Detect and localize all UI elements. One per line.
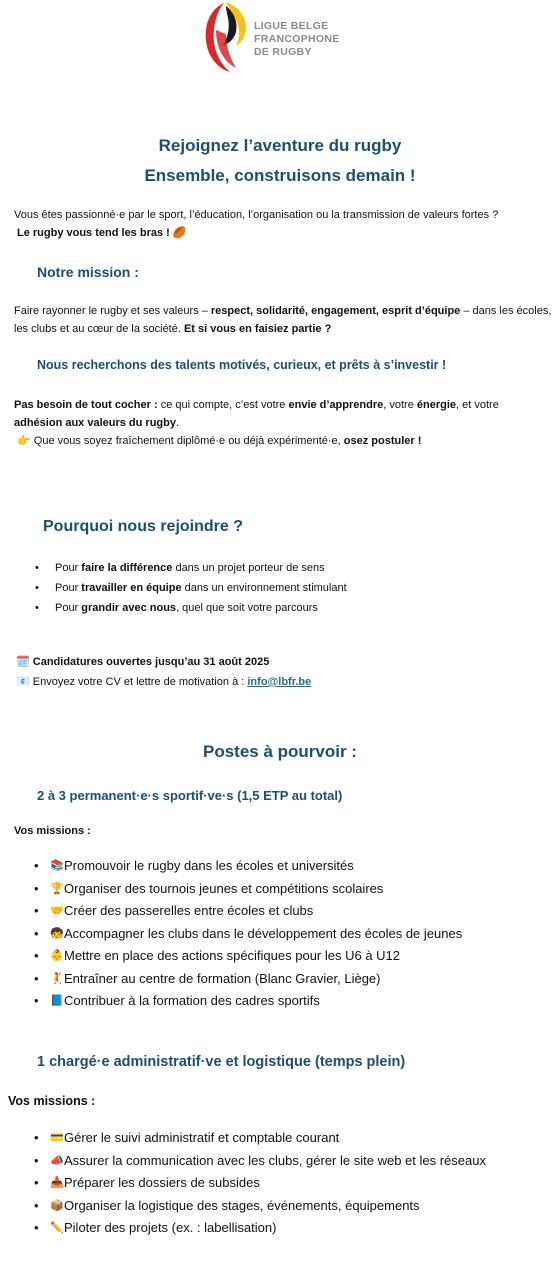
talents-text-2: , votre — [383, 399, 417, 411]
envelope-icon: 📧 — [16, 676, 30, 688]
talents-text-4: . — [176, 417, 180, 429]
job1-mission-item — [12, 900, 552, 923]
rugby-ball-icon: 🏉 — [172, 227, 187, 239]
megaphone-icon: 📣 — [50, 1154, 64, 1167]
why-item-post: dans un projet porteur de sens — [172, 562, 325, 574]
talents-title: Nous recherchons des talents motivés, curieux, et prêts à s’investir ! — [37, 358, 447, 372]
credit-card-icon: 💳 — [50, 1132, 64, 1144]
email-link[interactable]: info@lbfr.be — [247, 676, 312, 688]
job1-mission-text: Accompagner les clubs dans le développement des écoles de jeunes — [64, 925, 463, 941]
job1-mission-item — [12, 968, 552, 991]
logo-line-2: FRANCOPHONE — [254, 33, 340, 45]
pointing-hand-icon: 👉 — [17, 435, 31, 447]
job1-mission-item — [12, 990, 552, 1013]
intro-text — [14, 206, 554, 242]
why-item — [13, 578, 553, 598]
books-icon: 📚 — [50, 860, 64, 872]
blue-book-icon: 📘 — [50, 995, 64, 1007]
bullet: • — [34, 970, 39, 986]
job1-mission-text: Entraîner au centre de formation (Blanc Gravier, Liège) — [64, 970, 381, 986]
handshake-icon: 🤝 — [50, 905, 64, 917]
job2-mission-item — [12, 1150, 552, 1173]
mission-title: Notre mission : — [37, 264, 139, 280]
job1-title: 2 à 3 permanent·e·s sportif·ve·s (1,5 ETP au total) — [37, 788, 343, 803]
job1-mission-text: Créer des passerelles entre écoles et clubs — [64, 903, 314, 918]
calendar-icon: 🗓️ — [16, 656, 30, 668]
talents-bold-3: énergie — [416, 399, 457, 411]
positions-title: Postes à pourvoir : — [203, 742, 357, 761]
mission-question: Et si vous en faisiez partie ? — [183, 323, 332, 335]
job2-mission-item — [12, 1217, 552, 1240]
headline-line-1: Rejoignez l’aventure du rugby — [158, 136, 402, 155]
job1-missions-list — [12, 855, 552, 1013]
job1-mission-item — [12, 945, 552, 968]
why-item-pre: Pour — [55, 602, 82, 614]
job1-mission-text: Promouvoir le rugby dans les écoles et universités — [64, 858, 354, 873]
talents-bold-5: osez postuler ! — [343, 435, 422, 447]
job1-mission-text: Organiser des tournois jeunes et compétitions scolaires — [64, 880, 384, 896]
why-item — [13, 598, 553, 618]
logo — [200, 0, 360, 74]
job1-mission-item — [12, 878, 552, 901]
job2-mission-item — [12, 1195, 552, 1218]
logo-line-3: DE RUGBY — [254, 46, 312, 58]
intro-question: Vous êtes passionné·e par le sport, l’éducation, l’organisation ou la transmission de valeurs fortes ? — [14, 209, 499, 221]
apply-send-text: Envoyez votre CV et lettre de motivation à : — [32, 676, 248, 688]
why-item-bold: faire la différence — [81, 562, 173, 574]
pencil-icon: ✏️ — [50, 1222, 64, 1234]
why-item-post: dans un environnement stimulant — [181, 582, 347, 594]
talents-bold-2: envie d’apprendre — [288, 399, 384, 411]
talents-bold-4: adhésion aux valeurs du rugby — [14, 417, 176, 429]
bullet: • — [34, 903, 39, 918]
bullet: • — [34, 880, 39, 896]
job2-mission-text: Organiser la logistique des stages, événements, équipements — [64, 1197, 420, 1213]
apply-deadline: Candidatures ouvertes jusqu’au 31 août 2025 — [32, 656, 270, 668]
why-item-bold: grandir avec nous — [81, 602, 177, 614]
logo-line-1: LIGUE BELGE — [254, 20, 329, 32]
job2-mission-text: Piloter des projets (ex. : labellisation) — [64, 1220, 277, 1235]
why-title: Pourquoi nous rejoindre ? — [43, 518, 243, 535]
intro-bold: Le rugby vous tend les bras ! — [17, 227, 170, 239]
talents-paragraph — [14, 396, 554, 450]
job2-mission-text: Gérer le suivi administratif et comptable courant — [64, 1130, 340, 1145]
bullet: • — [34, 1130, 39, 1145]
why-item — [13, 558, 553, 578]
logo-text — [254, 20, 340, 59]
why-item-pre: Pour — [55, 582, 82, 594]
job2-mission-item — [12, 1172, 552, 1195]
athlete-icon: 🤾 — [50, 972, 64, 985]
why-item-bold: travailler en équipe — [81, 582, 182, 594]
talents-bold-1: Pas besoin de tout cocher : — [14, 399, 158, 411]
job2-title: 1 chargé·e administratif·ve et logistique (temps plein) — [37, 1054, 406, 1070]
job1-mission-text: Mettre en place des actions spécifiques pour les U6 à U12 — [64, 948, 401, 963]
mission-text-1: Faire rayonner le rugby et ses valeurs – — [14, 305, 211, 317]
talents-text-3: , et votre — [456, 399, 499, 411]
bullet: • — [34, 1220, 39, 1235]
mission-text-2: – dans les écoles, les clubs et au cœur de la société. — [14, 305, 552, 335]
child-icon: 🧒 — [50, 927, 64, 940]
talents-text-5: Que vous soyez fraîchement diplômé·e ou déjà expérimenté·e, — [33, 435, 344, 447]
headline-line-2: Ensemble, construisons demain ! — [144, 166, 416, 185]
package-icon: 📦 — [50, 1199, 64, 1212]
job1-mission-item — [12, 855, 552, 878]
bullet: • — [34, 858, 39, 873]
mission-paragraph — [14, 302, 554, 338]
job2-missions-list — [12, 1127, 552, 1240]
bullet: • — [34, 993, 39, 1008]
mission-values: respect, solidarité, engagement, esprit d’équipe — [210, 305, 461, 317]
talents-text-1: ce qui compte, c’est votre — [157, 399, 289, 411]
why-list — [13, 558, 553, 618]
job1-missions-label: Vos missions : — [14, 825, 91, 837]
apply-block — [16, 652, 556, 692]
baby-icon: 👶 — [50, 950, 64, 962]
bullet: • — [34, 925, 39, 941]
bullet: • — [34, 1197, 39, 1213]
job1-mission-item — [12, 923, 552, 946]
job2-missions-label: Vos missions : — [8, 1094, 96, 1108]
job1-mission-text: Contribuer à la formation des cadres sportifs — [64, 993, 320, 1008]
job2-mission-item — [12, 1127, 552, 1150]
inbox-icon: 📥 — [50, 1177, 64, 1189]
why-item-pre: Pour — [55, 562, 82, 574]
job2-mission-text: Préparer les dossiers de subsides — [64, 1175, 260, 1190]
lbfr-logo-mark — [200, 0, 250, 74]
trophy-icon: 🏆 — [50, 882, 64, 895]
bullet: • — [34, 948, 39, 963]
bullet: • — [34, 1175, 39, 1190]
bullet: • — [34, 1152, 39, 1168]
job2-mission-text: Assurer la communication avec les clubs, gérer le site web et les réseaux — [64, 1152, 486, 1168]
why-item-post: , quel que soit votre parcours — [176, 602, 318, 614]
